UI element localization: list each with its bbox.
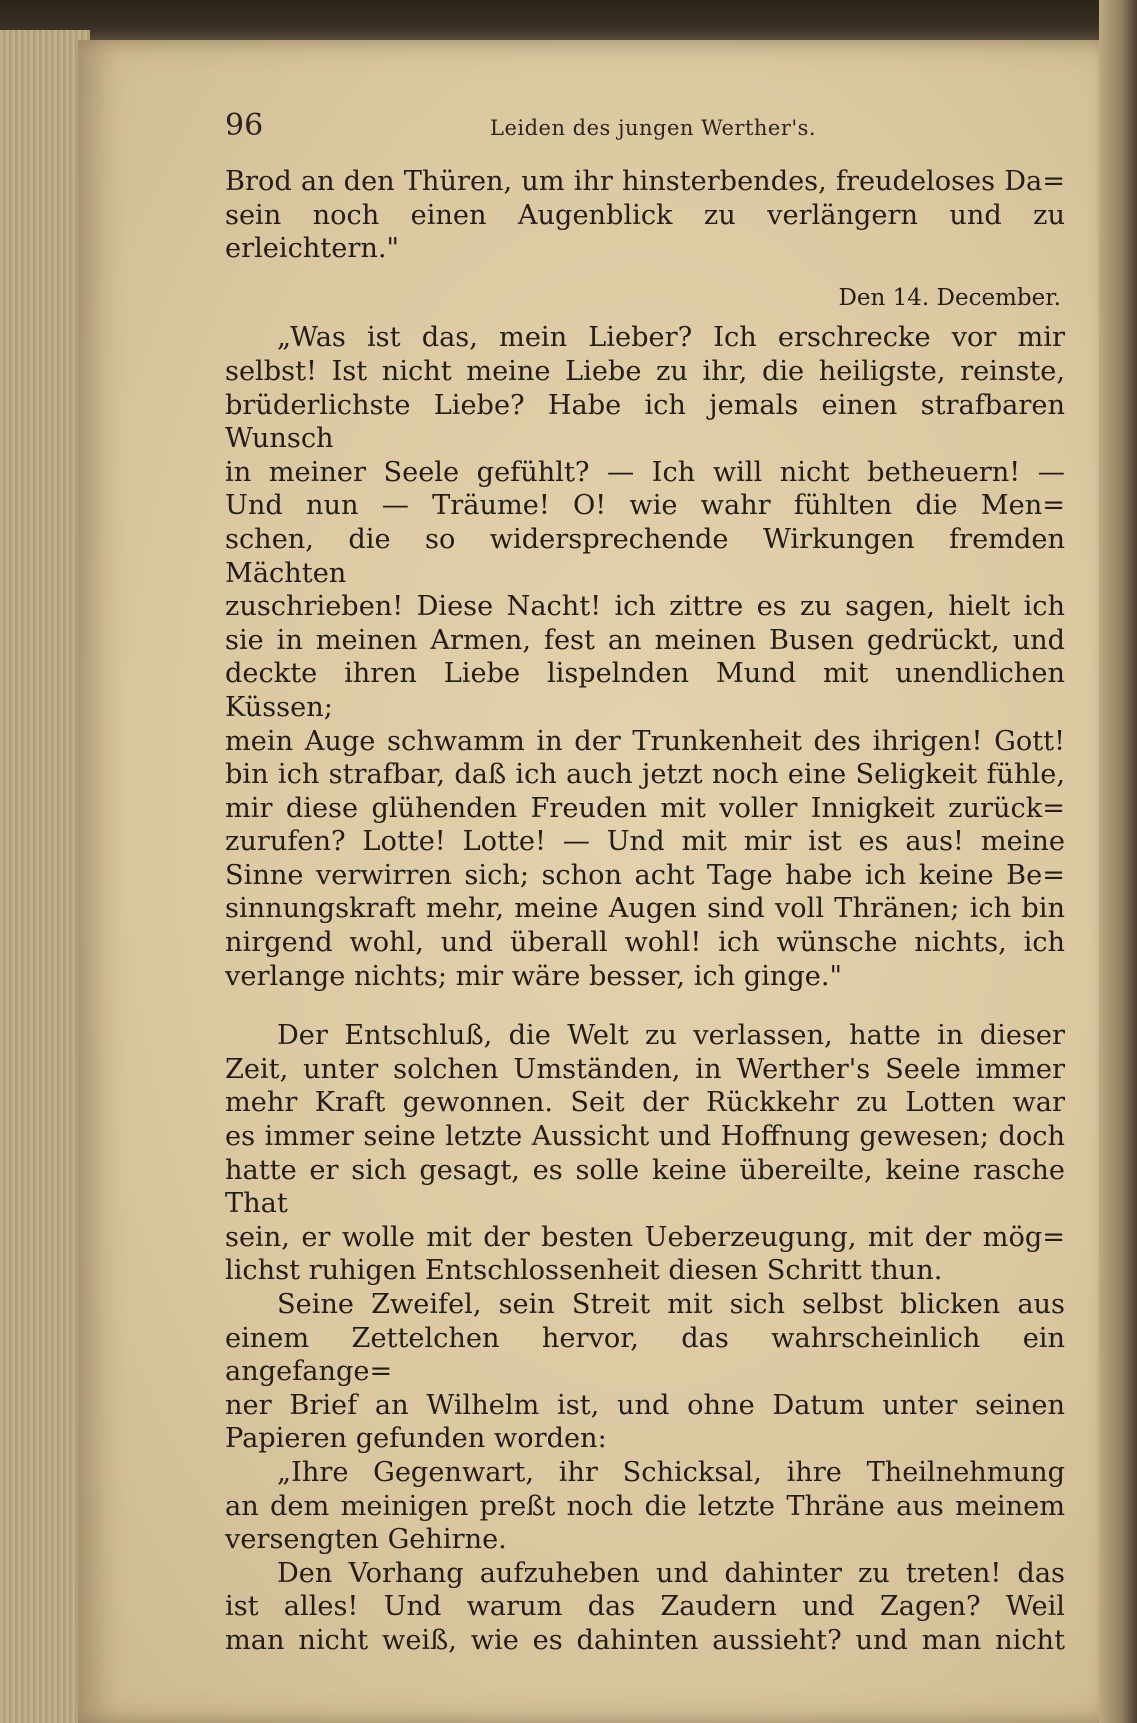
text-line: Der Entschluß, die Welt zu verlassen, hatte in dieser: [277, 1020, 1065, 1052]
text-line: Brod an den Thüren, um ihr hinsterbendes, freudeloses Da=: [225, 166, 1065, 197]
text-line: mir diese glühenden Freuden mit voller Innigkeit zurück=: [225, 792, 1065, 824]
text-line: lichst ruhigen Entschlossenheit diesen Schritt thun.: [225, 1255, 943, 1287]
running-title: Leiden des jungen Werther's.: [490, 116, 817, 140]
text-line: Und nun — Träume! O! wie wahr fühlten die Men=: [225, 490, 1065, 522]
text-line: selbst! Ist nicht meine Liebe zu ihr, die heiligste, reinste,: [225, 355, 1065, 387]
text-line: „Was ist das, mein Lieber? Ich erschrecke vor mir: [277, 322, 1065, 354]
text-line: Seine Zweifel, sein Streit mit sich selbst blicken aus: [277, 1289, 1065, 1320]
text-line: brüderlichste Liebe? Habe ich jemals einen strafbaren Wunsch: [225, 389, 1065, 455]
text-line: mein Auge schwamm in der Trunkenheit des ihrigen! Gott!: [225, 725, 1065, 757]
text-line: einem Zettelchen hervor, das wahrscheinlich ein angefange=: [225, 1322, 1065, 1388]
text-line: bin ich strafbar, daß ich auch jetzt noch eine Seligkeit fühle,: [225, 759, 1065, 791]
text-line: in meiner Seele gefühlt? — Ich will nicht betheuern! —: [225, 456, 1065, 488]
text-line: Sinne verwirren sich; schon acht Tage habe ich keine Be=: [225, 859, 1065, 891]
letter-date: Den 14. December.: [838, 284, 1061, 311]
page-number: 96: [225, 108, 264, 143]
text-line: sein noch einen Augenblick zu verlängern und zu erleichtern.": [225, 199, 1065, 265]
text-line: zuschrieben! Diese Nacht! ich zittre es zu sagen, hielt ich: [225, 591, 1065, 623]
page-header: [225, 108, 975, 148]
text-line: sinnungskraft mehr, meine Augen sind voll Thränen; ich bin: [225, 893, 1065, 925]
text-line: nirgend wohl, und überall wohl! ich wünsche nichts, ich: [225, 927, 1065, 959]
body-text: [225, 165, 1065, 1658]
paragraph-gap: [225, 993, 1065, 1019]
text-line: deckte ihren Liebe lispelnden Mund mit unendlichen Küssen;: [225, 658, 1065, 723]
text-line: Zeit, unter solchen Umständen, in Werther's Seele immer: [225, 1053, 1065, 1085]
text-line: es immer seine letzte Aussicht und Hoffnung gewesen; doch: [225, 1121, 1065, 1153]
text-line: verlange nichts; mir wäre besser, ich ginge.": [225, 960, 843, 992]
text-line: man nicht weiß, wie es dahinten aussieht? und man nicht: [225, 1624, 1065, 1656]
text-line: sie in meinen Armen, fest an meinen Busen gedrückt, und: [225, 624, 1065, 656]
text-line: mehr Kraft gewonnen. Seit der Rückkehr zu Lotten war: [225, 1087, 1065, 1119]
text-line: zurufen? Lotte! Lotte! — Und mit mir ist es aus! meine: [225, 826, 1065, 858]
right-page-edge: [1099, 0, 1137, 1723]
text-line: Den Vorhang aufzuheben und dahinter zu treten! das: [277, 1557, 1065, 1589]
text-line: ist alles! Und warum das Zaudern und Zagen? Weil: [225, 1591, 1065, 1623]
text-line: schen, die so widersprechende Wirkungen fremden Mächten: [225, 523, 1065, 589]
page-stack-edge: [0, 30, 90, 1723]
text-line: sein, er wolle mit der besten Ueberzeugung, mit der mög=: [225, 1221, 1065, 1253]
text-line: versengten Gehirne.: [225, 1524, 507, 1556]
text-line: an dem meinigen preßt noch die letzte Thräne aus meinem: [225, 1490, 1065, 1522]
text-line: Papieren gefunden worden:: [225, 1423, 607, 1455]
text-line: hatte er sich gesagt, es solle keine übereilte, keine rasche That: [225, 1154, 1065, 1220]
text-line: „Ihre Gegenwart, ihr Schicksal, ihre Theilnehmung: [277, 1456, 1065, 1488]
text-line: ner Brief an Wilhelm ist, und ohne Datum unter seinen: [225, 1389, 1065, 1421]
